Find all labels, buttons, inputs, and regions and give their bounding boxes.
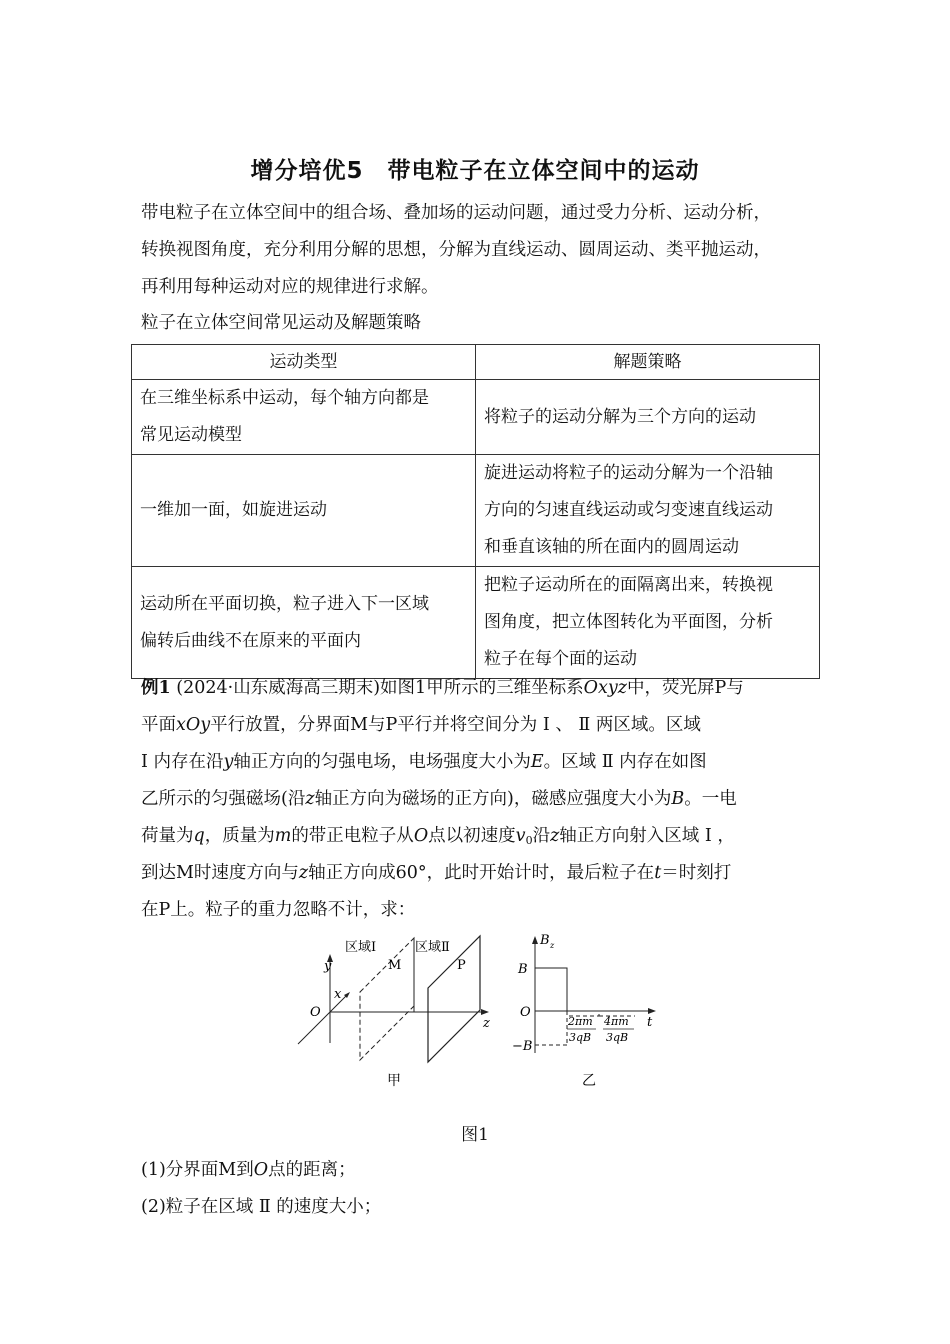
tick-t1-denominator: 3qB: [569, 1031, 592, 1044]
math-run: z: [305, 789, 315, 809]
text-run: ，质量为: [204, 826, 275, 846]
figure-1: [290, 928, 670, 1098]
math-subscript: 0: [525, 834, 533, 847]
table-header-row: [132, 345, 820, 380]
tick-t2-numerator: 4πm: [604, 1015, 629, 1028]
table-caption-text: 粒子在立体空间常见运动及解题策略: [141, 313, 421, 333]
math-run: O: [253, 1160, 269, 1180]
cell-line: 将粒子的运动分解为三个方向的运动: [484, 406, 756, 427]
text-run: 平行放置，分界面M与P平行并将空间分为 Ⅰ 、 Ⅱ 两区域。区域: [210, 715, 701, 735]
text-run: ＝时刻打: [661, 863, 732, 883]
text-run: (1)分界面M到: [141, 1160, 254, 1180]
example-line: [141, 744, 821, 781]
y-axis-label: y: [324, 959, 332, 974]
text-run: 。区域 Ⅱ 内存在如图: [543, 752, 707, 772]
table-row: [132, 380, 820, 455]
question-1: [141, 1156, 356, 1181]
figure-sublabel-yi: 乙: [582, 1073, 596, 1089]
text-run: 乙所示的匀强磁场(沿: [141, 789, 306, 809]
figure-sublabel-jia: 甲: [387, 1073, 401, 1089]
b-origin-label: O: [520, 1005, 531, 1020]
cell-line: 在三维坐标系中运动，每个轴方向都是: [140, 388, 429, 408]
table-cell-type: [132, 567, 476, 679]
text-run: 轴正方向成60°，此时开始计时，最后粒子在: [308, 863, 655, 883]
cell-line: 一维加一面，如旋进运动: [140, 500, 327, 520]
cell-line: 把粒子运动所在的面隔离出来，转换视: [484, 575, 773, 595]
cell-line: 运动所在平面切换，粒子进入下一区域: [140, 593, 429, 614]
table-row: [132, 455, 820, 567]
math-run: v: [515, 826, 526, 846]
math-run: z: [298, 863, 309, 883]
text-run: Ⅰ 内存在沿: [141, 752, 224, 772]
text-run: 沿: [532, 826, 551, 846]
x-axis-label: x: [334, 987, 342, 1002]
b-curve-positive: [535, 968, 567, 1011]
cell-line: 方向的匀速直线运动或匀变速直线运动: [484, 500, 773, 520]
math-run: E: [530, 752, 544, 772]
math-run: O: [413, 826, 429, 846]
example-label: 例1: [141, 678, 171, 698]
table-header-cell: 解题策略: [476, 345, 820, 380]
example-line: [141, 855, 821, 892]
example-line: [141, 892, 821, 929]
example-line: [141, 818, 821, 855]
cell-line: 和垂直该轴的所在面内的圆周运动: [484, 537, 739, 557]
text-run: 。一电: [684, 789, 737, 809]
text-run: 的带正电粒子从: [291, 826, 414, 846]
figure-left: [298, 936, 490, 1089]
text-run: 荷量为: [141, 826, 194, 846]
intro-line: 转换视图角度，充分利用分解的思想，分解为直线运动、圆周运动、类平抛运动，: [141, 240, 771, 260]
example-line: [141, 781, 821, 818]
region-2-label: 区域Ⅱ: [415, 940, 450, 955]
plane-m: [360, 938, 414, 1060]
table-header-cell: 运动类型: [132, 345, 476, 380]
table-cell-type: [132, 455, 476, 567]
text-run: 在P上。粒子的重力忽略不计，求：: [141, 900, 416, 920]
z-axis-label: z: [483, 1016, 490, 1031]
intro-line: 再利用每种运动对应的规律进行求解。: [141, 277, 439, 297]
b-axis-arrow: [532, 936, 538, 944]
math-run: t: [654, 863, 662, 883]
cell-line: 常见运动模型: [140, 425, 242, 445]
tick-b-negative: −B: [512, 1039, 533, 1054]
table-row: [132, 567, 820, 679]
table-cell-strategy: [476, 380, 820, 455]
b-axis-label: B: [540, 933, 550, 948]
math-run: q: [193, 826, 205, 846]
text-run: 点以初速度: [428, 826, 516, 846]
text-run: 如图1甲所示的三维坐标系: [380, 678, 584, 698]
math-run: Oxyz: [583, 678, 627, 698]
math-run: m: [274, 826, 292, 846]
example-problem: [141, 670, 821, 929]
text-run: 轴正方向射入区域 Ⅰ ，: [559, 826, 735, 846]
math-run: z: [550, 826, 560, 846]
tick-b-positive: B: [518, 962, 528, 977]
figure-right: [512, 933, 656, 1089]
table-caption: [141, 305, 821, 342]
math-run: y: [223, 752, 234, 772]
cell-line: 偏转后曲线不在原来的平面内: [140, 630, 361, 651]
table-cell-type: [132, 380, 476, 455]
plane-p-label: P: [457, 958, 466, 973]
page-title: 增分培优5 带电粒子在立体空间中的运动: [250, 158, 700, 184]
example-line: [141, 670, 821, 707]
b-axis-subscript: z: [550, 941, 555, 950]
table-cell-strategy: [476, 455, 820, 567]
plane-m-label: M: [388, 958, 402, 973]
tick-t1-numerator: 2πm: [568, 1015, 593, 1028]
t-axis-label: t: [647, 1015, 653, 1030]
cell-line: 图角度，把立体图转化为平面图，分析: [484, 612, 773, 632]
intro-paragraph: [141, 195, 821, 306]
origin-label: O: [310, 1005, 321, 1020]
math-run: B: [671, 789, 685, 809]
text-run: 中，荧光屏P与: [627, 678, 744, 698]
strategy-table: [131, 344, 820, 679]
z-axis-arrow: [481, 1009, 489, 1015]
text-run: 轴正方向的匀强电场，电场强度大小为: [233, 752, 531, 772]
t-axis-arrow: [648, 1008, 656, 1014]
question-2: (2)粒子在区域 Ⅱ 的速度大小；: [141, 1197, 382, 1217]
cell-line: 粒子在每个面的运动: [484, 649, 637, 669]
text-run: 到达M时速度方向与: [141, 863, 299, 883]
text-run: 平面: [141, 715, 176, 735]
figure-caption: 图1: [461, 1125, 489, 1145]
example-line: [141, 707, 821, 744]
intro-line: 带电粒子在立体空间中的组合场、叠加场的运动问题，通过受力分析、运动分析，: [141, 203, 771, 223]
example-source: (2024·山东威海高三期末): [176, 678, 381, 698]
math-run: xOy: [176, 715, 211, 735]
text-run: 点的距离；: [268, 1160, 356, 1180]
region-1-label: 区域Ⅰ: [345, 940, 377, 955]
cell-line: 旋进运动将粒子的运动分解为一个沿轴: [484, 463, 773, 483]
table-cell-strategy: [476, 567, 820, 679]
tick-t2-denominator: 3qB: [606, 1031, 629, 1044]
text-run: 轴正方向为磁场的正方向)，磁感应强度大小为: [314, 789, 672, 809]
